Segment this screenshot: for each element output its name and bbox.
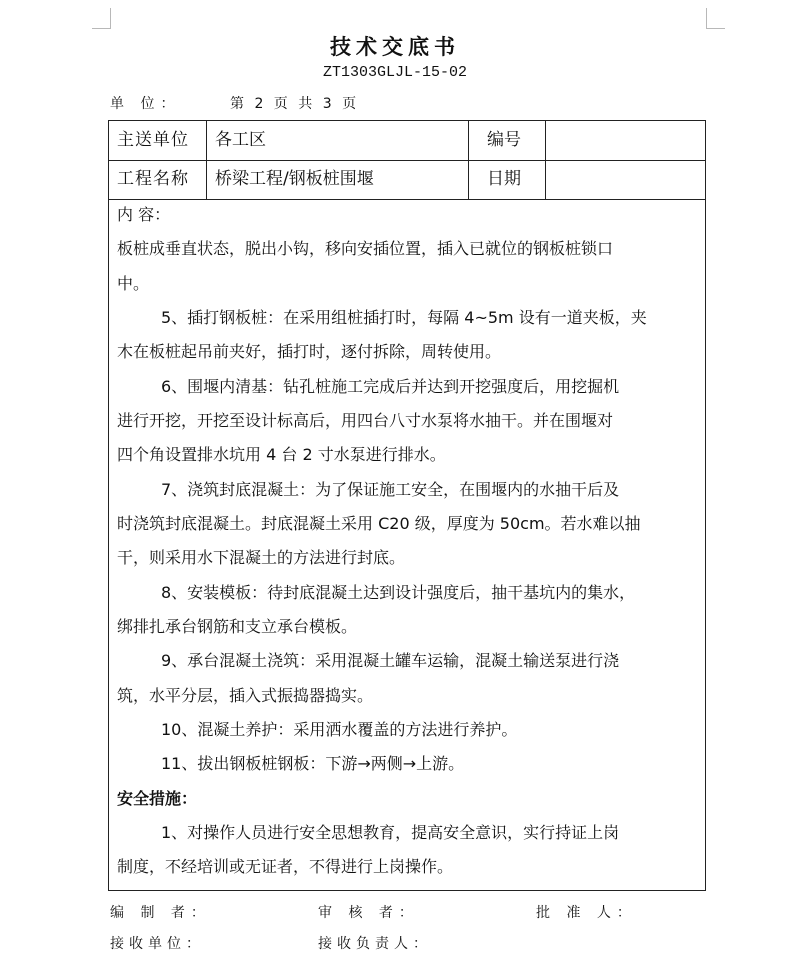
content-line: 板桩成垂直状态，脱出小钩，移向安插位置，插入已就位的钢板桩锁口 <box>117 239 614 258</box>
content-heading: 内 容： <box>117 205 171 224</box>
document-title: 技术交底书 <box>330 35 460 59</box>
content-line: 木在板桩起吊前夹好，插打时，逐付拆除，周转使用。 <box>117 342 502 361</box>
header-row-2 <box>109 160 705 200</box>
content-line: 11、拔出钢板桩钢板：下游→两侧→上游。 <box>161 754 465 773</box>
safety-line: 制度，不经培训或无证者，不得进行上岗操作。 <box>117 857 454 876</box>
number-label: 编号 <box>469 121 546 160</box>
document-code: ZT1303GLJL-15-02 <box>322 64 468 81</box>
send-unit-label: 主送单位 <box>109 121 207 160</box>
date-value <box>546 160 706 199</box>
send-unit-value: 各工区 <box>207 121 469 160</box>
content-line: 7、浇筑封底混凝土：为了保证施工安全，在围堰内的水抽干后及 <box>161 480 620 499</box>
date-label: 日期 <box>469 160 546 199</box>
content-line: 绑排扎承台钢筋和支立承台模板。 <box>117 617 358 636</box>
content-line: 9、承台混凝土浇筑：采用混凝土罐车运输，混凝土输送泵进行浇 <box>161 651 620 670</box>
project-name-label: 工程名称 <box>109 160 207 199</box>
content-line: 时浇筑封底混凝土。封底混凝土采用 C20 级，厚度为 50cm。若水难以抽 <box>117 514 641 533</box>
content-line: 筑，水平分层，插入式振捣器捣实。 <box>117 686 374 705</box>
safety-heading: 安全措施： <box>117 789 198 808</box>
disclosure-table <box>108 120 706 891</box>
receiver-person-label: 接收负责人： <box>318 936 432 952</box>
approver-label: 批 准 人： <box>536 905 637 921</box>
page-info: 第 2 页 共 3 页 <box>230 96 360 112</box>
reviewer-label: 审 核 者： <box>318 905 419 921</box>
content-line: 干，则采用水下混凝土的方法进行封底。 <box>117 548 406 567</box>
content-line: 四个角设置排水坑用 4 台 2 寸水泵进行排水。 <box>117 445 446 464</box>
receiver-unit-label: 接收单位： <box>110 936 205 952</box>
safety-line: 1、对操作人员进行安全思想教育，提高安全意识，实行持证上岗 <box>161 823 620 842</box>
unit-label: 单 位： <box>110 96 181 112</box>
content-line: 8、安装模板：待封底混凝土达到设计强度后，抽干基坑内的集水， <box>161 583 636 602</box>
compiler-label: 编 制 者： <box>110 905 211 921</box>
content-line: 10、混凝土养护：采用洒水覆盖的方法进行养护。 <box>161 720 518 739</box>
content-line: 中。 <box>117 274 150 293</box>
number-value <box>546 121 706 160</box>
content-line: 进行开挖，开挖至设计标高后，用四台八寸水泵将水抽干。并在围堰对 <box>117 411 614 430</box>
header-row-1 <box>109 121 705 161</box>
content-line: 5、插打钢板桩：在采用组桩插打时，每隔 4~5m 设有一道夹板，夹 <box>161 308 647 327</box>
page-corner-mark-left <box>92 8 111 29</box>
content-line: 6、围堰内清基：钻孔桩施工完成后并达到开挖强度后，用挖掘机 <box>161 377 620 396</box>
project-name-value: 桥梁工程/钢板桩围堰 <box>207 160 469 199</box>
page-corner-mark-right <box>706 8 725 29</box>
